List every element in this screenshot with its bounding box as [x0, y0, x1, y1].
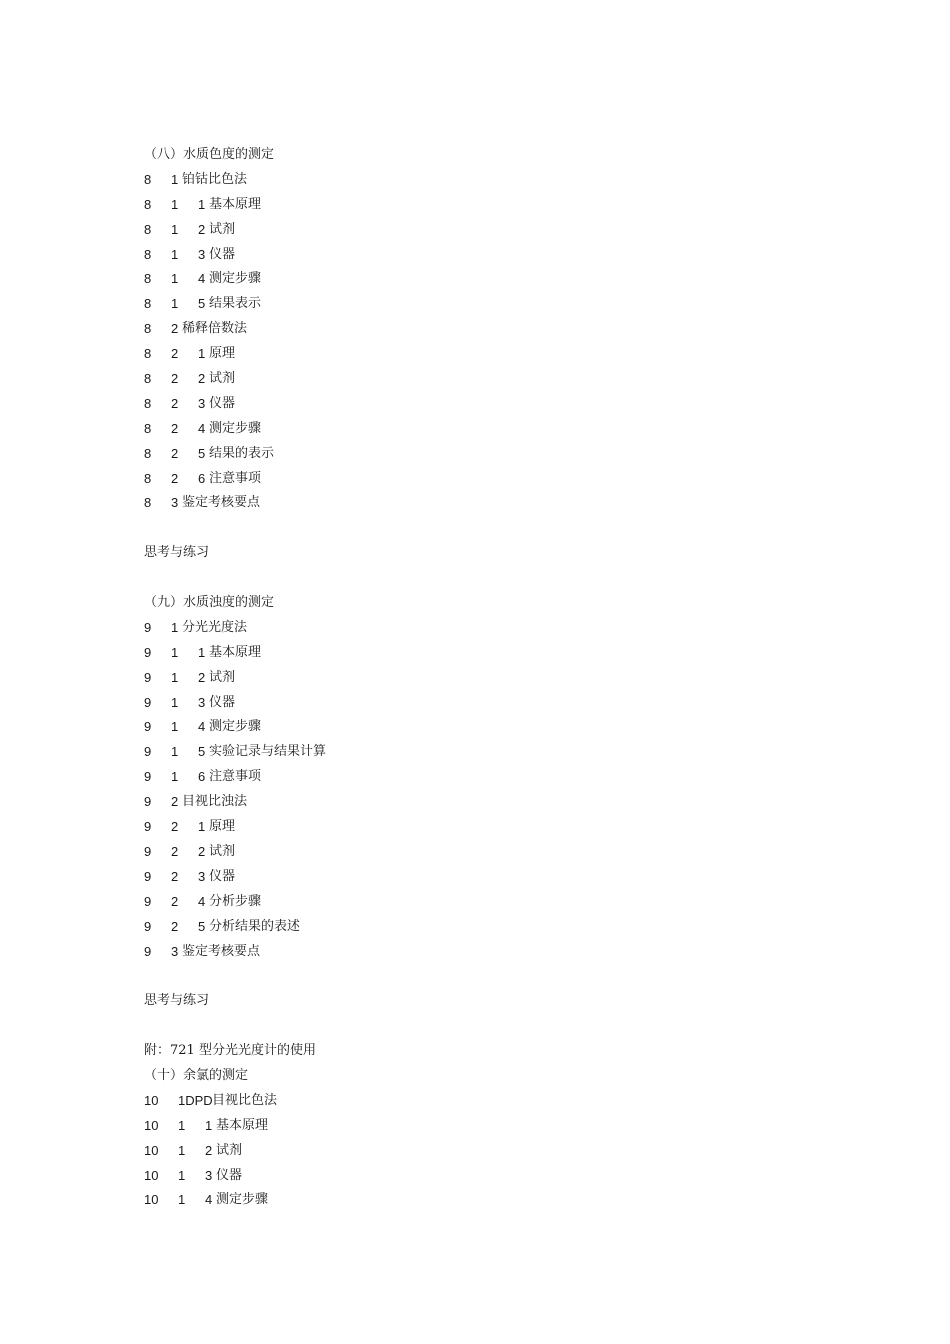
section-number: 2	[171, 843, 179, 859]
toc-entry-level2	[144, 442, 844, 467]
toc-entry-level2	[144, 218, 844, 243]
section-number: 3	[171, 943, 179, 959]
subsection-number: 1	[198, 196, 206, 212]
subsection-number: 2	[198, 371, 206, 387]
section-number: 2	[171, 918, 179, 934]
line-text: （十）余氯的测定	[144, 1067, 249, 1083]
chapter-number: 8	[144, 246, 152, 262]
section-number: 2	[171, 371, 179, 387]
section-number: 1	[171, 271, 179, 287]
chapter-number: 9	[144, 868, 152, 884]
toc-entry-level2	[144, 890, 844, 915]
chapter-number: 9	[144, 843, 152, 859]
section-number: 1	[178, 1142, 186, 1158]
chapter-number: 10	[144, 1092, 159, 1108]
toc-entry-level2	[144, 840, 844, 865]
subsection-number: 6	[198, 769, 206, 785]
chapter-number: 10	[144, 1142, 159, 1158]
chapter-number: 9	[144, 644, 152, 660]
chapter-number: 10	[144, 1167, 159, 1183]
entry-title: 基本原理	[209, 196, 262, 212]
chapter-number: 8	[144, 196, 152, 212]
blank-line	[144, 964, 844, 989]
section-number: 1	[171, 719, 179, 735]
chapter-number: 8	[144, 321, 152, 337]
chapter-number: 10	[144, 1192, 159, 1208]
chapter-number: 9	[144, 819, 152, 835]
line-text: 思考与练习	[144, 993, 210, 1009]
toc-entry-level2	[144, 691, 844, 716]
chapter-number: 8	[144, 346, 152, 362]
section-heading	[144, 143, 844, 168]
entry-title: 试剂	[209, 843, 236, 859]
section-number: 2	[171, 420, 179, 436]
section-number: 2	[171, 445, 179, 461]
chapter-number: 9	[144, 794, 152, 810]
entry-title: 仪器	[209, 694, 236, 710]
toc-entry-level2	[144, 1164, 844, 1189]
subsection-number: 4	[198, 719, 206, 735]
toc-entry-level2	[144, 715, 844, 740]
toc-entry-level2	[144, 467, 844, 492]
entry-title: 仪器	[209, 395, 236, 411]
section-number: 1	[178, 1167, 186, 1183]
section-number: 1DPD	[178, 1092, 213, 1108]
section-number: 1	[171, 769, 179, 785]
toc-entry-level2	[144, 417, 844, 442]
section-number: 1	[171, 296, 179, 312]
subsection-number: 1	[198, 644, 206, 660]
toc-entry-level1	[144, 491, 844, 516]
chapter-number: 8	[144, 296, 152, 312]
section-number: 1	[171, 744, 179, 760]
subsection-number: 4	[198, 271, 206, 287]
section-number: 3	[171, 495, 179, 511]
entry-title: 目视比色法	[212, 1092, 278, 1108]
subsection-number: 6	[198, 470, 206, 486]
toc-entry-level2	[144, 1188, 844, 1213]
subsection-number: 4	[205, 1192, 213, 1208]
chapter-number: 9	[144, 719, 152, 735]
subsection-number: 5	[198, 296, 206, 312]
chapter-number: 9	[144, 694, 152, 710]
chapter-number: 9	[144, 744, 152, 760]
subsection-number: 2	[205, 1142, 213, 1158]
section-number: 1	[171, 644, 179, 660]
chapter-number: 8	[144, 445, 152, 461]
section-heading	[144, 1064, 844, 1089]
toc-entry-level2	[144, 392, 844, 417]
toc-entry-level2	[144, 765, 844, 790]
entry-title: 试剂	[209, 371, 236, 387]
entry-title: 目视比浊法	[182, 794, 248, 810]
entry-title: 鉴定考核要点	[182, 943, 261, 959]
section-number: 1	[171, 669, 179, 685]
section-number: 2	[171, 794, 179, 810]
section-number: 2	[171, 395, 179, 411]
toc-entry-level2	[144, 815, 844, 840]
subsection-number: 2	[198, 843, 206, 859]
chapter-number: 9	[144, 918, 152, 934]
section-number: 2	[171, 893, 179, 909]
section-number: 1	[178, 1192, 186, 1208]
subsection-number: 3	[198, 868, 206, 884]
entry-title: 铂钴比色法	[182, 171, 248, 187]
entry-title: 实验记录与结果计算	[209, 744, 327, 760]
toc-entry-level2	[144, 1114, 844, 1139]
section-number: 1	[171, 619, 179, 635]
toc-entry-level1	[144, 616, 844, 641]
toc-entry-level2	[144, 267, 844, 292]
section-number: 1	[178, 1117, 186, 1133]
chapter-number: 9	[144, 769, 152, 785]
section-note	[144, 1039, 844, 1064]
line-text: （九）水质浊度的测定	[144, 595, 275, 611]
entry-title: 分析结果的表述	[209, 918, 301, 934]
toc-entry-level2	[144, 367, 844, 392]
subsection-number: 2	[198, 221, 206, 237]
entry-title: 分光光度法	[182, 619, 248, 635]
section-number: 2	[171, 346, 179, 362]
toc-entry-level1	[144, 1089, 844, 1114]
entry-title: 鉴定考核要点	[182, 495, 261, 511]
toc-entry-level2	[144, 243, 844, 268]
entry-title: 测定步骤	[209, 719, 262, 735]
chapter-number: 8	[144, 171, 152, 187]
section-number: 1	[171, 171, 179, 187]
subsection-number: 1	[205, 1117, 213, 1133]
subsection-number: 5	[198, 744, 206, 760]
section-number: 1	[171, 694, 179, 710]
toc-entry-level2	[144, 666, 844, 691]
toc-entry-level2	[144, 292, 844, 317]
chapter-number: 9	[144, 893, 152, 909]
section-number: 2	[171, 321, 179, 337]
subsection-number: 5	[198, 445, 206, 461]
chapter-number: 8	[144, 371, 152, 387]
chapter-number: 8	[144, 221, 152, 237]
section-number: 1	[171, 221, 179, 237]
chapter-number: 8	[144, 395, 152, 411]
chapter-number: 9	[144, 669, 152, 685]
section-note	[144, 989, 844, 1014]
entry-title: 原理	[209, 819, 236, 835]
chapter-number: 8	[144, 271, 152, 287]
entry-title: 测定步骤	[209, 271, 262, 287]
entry-title: 试剂	[209, 669, 236, 685]
section-number: 2	[171, 868, 179, 884]
subsection-number: 3	[198, 395, 206, 411]
entry-title: 结果表示	[209, 296, 262, 312]
chapter-number: 9	[144, 943, 152, 959]
entry-title: 仪器	[216, 1167, 243, 1183]
toc-entry-level1	[144, 168, 844, 193]
blank-line	[144, 516, 844, 541]
subsection-number: 2	[198, 669, 206, 685]
toc-entry-level2	[144, 342, 844, 367]
subsection-number: 4	[198, 893, 206, 909]
subsection-number: 5	[198, 918, 206, 934]
toc-entry-level1	[144, 940, 844, 965]
subsection-number: 3	[198, 694, 206, 710]
toc-entry-level2	[144, 641, 844, 666]
subsection-number: 1	[198, 819, 206, 835]
entry-title: 试剂	[209, 221, 236, 237]
entry-title: 结果的表示	[209, 445, 275, 461]
entry-title: 测定步骤	[216, 1192, 269, 1208]
toc-entry-level1	[144, 317, 844, 342]
entry-title: 原理	[209, 346, 236, 362]
blank-line	[144, 566, 844, 591]
chapter-number: 8	[144, 420, 152, 436]
toc-entry-level1	[144, 790, 844, 815]
entry-title: 仪器	[209, 868, 236, 884]
chapter-number: 9	[144, 619, 152, 635]
section-heading	[144, 591, 844, 616]
section-number: 1	[171, 196, 179, 212]
entry-title: 基本原理	[216, 1117, 269, 1133]
line-text: 思考与练习	[144, 545, 210, 561]
subsection-number: 1	[198, 346, 206, 362]
entry-title: 稀释倍数法	[182, 321, 248, 337]
chapter-number: 10	[144, 1117, 159, 1133]
chapter-number: 8	[144, 470, 152, 486]
section-number: 1	[171, 246, 179, 262]
line-text: （八）水质色度的测定	[144, 147, 275, 162]
entry-title: 注意事项	[209, 769, 262, 785]
section-note	[144, 541, 844, 566]
entry-title: 仪器	[209, 246, 236, 262]
section-number: 2	[171, 470, 179, 486]
toc-entry-level2	[144, 865, 844, 890]
line-text: 附：721 型分光光度计的使用	[144, 1043, 316, 1059]
entry-title: 基本原理	[209, 644, 262, 660]
entry-title: 注意事项	[209, 470, 262, 486]
document-page	[144, 143, 844, 1213]
subsection-number: 3	[198, 246, 206, 262]
subsection-number: 3	[205, 1167, 213, 1183]
entry-title: 测定步骤	[209, 420, 262, 436]
section-number: 2	[171, 819, 179, 835]
blank-line	[144, 1014, 844, 1039]
toc-entry-level2	[144, 740, 844, 765]
toc-entry-level2	[144, 915, 844, 940]
toc-entry-level2	[144, 1139, 844, 1164]
subsection-number: 4	[198, 420, 206, 436]
chapter-number: 8	[144, 495, 152, 511]
entry-title: 试剂	[216, 1142, 243, 1158]
toc-entry-level2	[144, 193, 844, 218]
entry-title: 分析步骤	[209, 893, 262, 909]
